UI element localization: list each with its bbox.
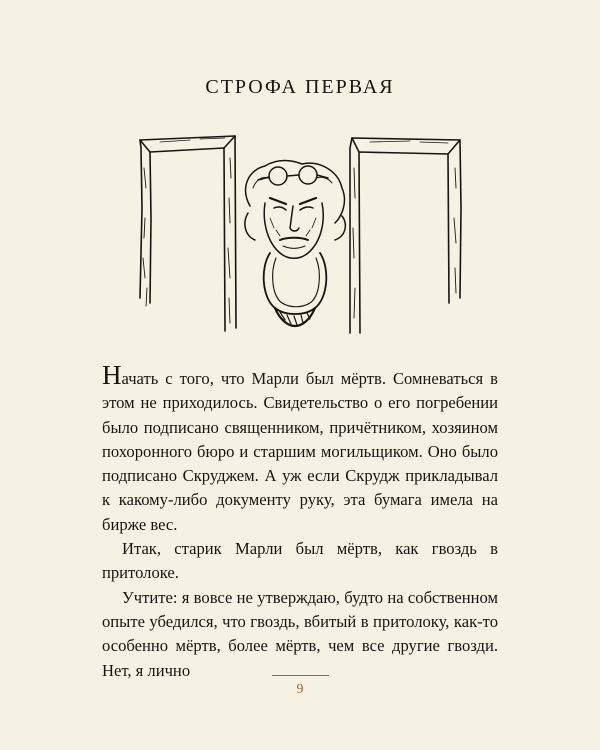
- page-number: 9: [296, 682, 304, 697]
- paragraph-1: [102, 360, 498, 537]
- footer-rule: [272, 675, 329, 676]
- paragraph-2: Итак, старик Марли был мёртв, как гвоздь в притолоке.: [102, 539, 498, 583]
- initial-letter: Н: [102, 360, 122, 390]
- door-knocker-face-illustration: [130, 128, 470, 340]
- body-text: [102, 360, 498, 683]
- paragraph-1-text: ачать с того, что Марли был мёртв. Сомневаться в этом не приходилось. Свидетельство о его погребении было подписано священником, причётником, хозяином похоронного бюро и старшим могильщиком. Оно было подписано Скруджем. А уж если Скрудж прикладывал к какому-либо документу руку, эта бумага имела на бирже вес.: [102, 369, 498, 534]
- marley-face: [245, 161, 345, 327]
- right-door-frame: [350, 138, 461, 333]
- chapter-title: СТРОФА ПЕРВАЯ: [205, 76, 395, 98]
- left-door-frame: [140, 136, 236, 331]
- paragraph-3: Учтите: я вовсе не утверждаю, будто на собственном опыте убедился, что гвоздь, вбитый в притолоку, как-то особенно мёртв, более мёртв, чем все другие гвозди. Нет, я лично: [102, 587, 498, 680]
